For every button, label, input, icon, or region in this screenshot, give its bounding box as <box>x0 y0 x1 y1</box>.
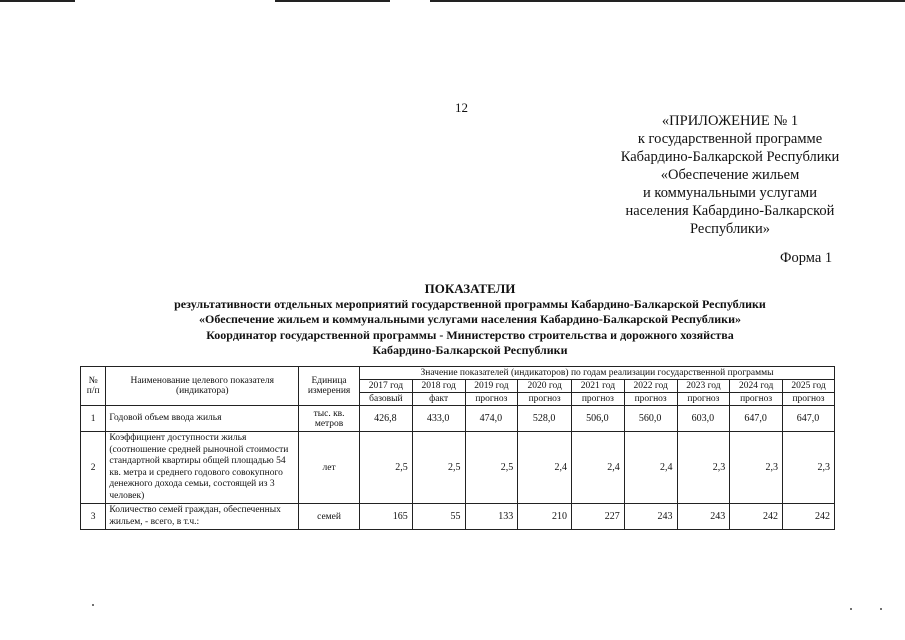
table-row <box>81 504 835 530</box>
row-value: 2,5 <box>465 432 518 504</box>
appendix-line: Республики» <box>690 221 770 237</box>
header-year-type: прогноз <box>624 393 677 406</box>
row-value: 433,0 <box>412 406 465 432</box>
header-year: 2023 год <box>677 380 730 393</box>
header-year: 2022 год <box>624 380 677 393</box>
row-value: 2,4 <box>518 432 572 504</box>
scan-top-line-right <box>430 0 905 2</box>
row-value: 426,8 <box>360 406 413 432</box>
header-year-type: прогноз <box>572 393 625 406</box>
scan-top-line-middle <box>275 0 390 2</box>
row-value: 647,0 <box>783 406 835 432</box>
header-year: 2025 год <box>783 380 835 393</box>
scan-top-line-left <box>0 0 75 2</box>
heading-line: Координатор государственной программы - Министерство строительства и дорожного хозяйства <box>206 327 734 342</box>
indicators-table <box>80 366 835 530</box>
row-value: 2,4 <box>624 432 677 504</box>
row-unit: лет <box>299 432 360 504</box>
page-number: 12 <box>455 100 468 115</box>
header-year-type: прогноз <box>677 393 730 406</box>
heading-line: Кабардино-Балкарской Республики <box>372 343 568 357</box>
row-value: 2,3 <box>730 432 783 504</box>
header-year: 2020 год <box>518 380 572 393</box>
row-value: 242 <box>783 504 835 530</box>
row-name: Годовой объем ввода жилья <box>106 406 299 432</box>
header-num: № п/п <box>81 367 106 406</box>
row-value: 227 <box>572 504 625 530</box>
row-unit: семей <box>299 504 360 530</box>
form-label: Форма 1 <box>780 250 833 266</box>
appendix-line: и коммунальными услугами <box>643 185 817 201</box>
row-value: 2,5 <box>412 432 465 504</box>
header-year-type: прогноз <box>518 393 572 406</box>
header-name: Наименование целевого показателя (индикатора) <box>106 367 299 406</box>
table-row <box>81 432 835 504</box>
header-year-type: прогноз <box>730 393 783 406</box>
row-value: 55 <box>412 504 465 530</box>
heading-line: результативности отдельных мероприятий государственной программы Кабардино-Балкарской Республики <box>174 296 766 311</box>
heading-title: ПОКАЗАТЕЛИ <box>424 281 516 296</box>
row-value: 210 <box>518 504 572 530</box>
row-name: Коэффициент доступности жилья (соотношение средней рыночной стоимости стандартной квартиры общей площадью 54 кв. метра и среднего годового совокупного денежного дохода семьи, состоящей из 3 человек) <box>106 432 299 504</box>
row-value: 242 <box>730 504 783 530</box>
appendix-line: к государственной программе <box>637 131 823 147</box>
header-year-type: прогноз <box>465 393 518 406</box>
row-value: 647,0 <box>730 406 783 432</box>
appendix-block <box>575 112 885 238</box>
row-value: 243 <box>677 504 730 530</box>
row-value: 2,5 <box>360 432 413 504</box>
row-value: 603,0 <box>677 406 730 432</box>
header-year-type: прогноз <box>783 393 835 406</box>
header-unit: Единица измерения <box>299 367 360 406</box>
heading-line: «Обеспечение жильем и коммунальными услугами населения Кабардино-Балкарской Республики» <box>199 312 741 326</box>
scan-speck <box>92 604 94 606</box>
row-value: 506,0 <box>572 406 625 432</box>
header-values: Значение показателей (индикаторов) по годам реализации государственной программы <box>360 367 835 380</box>
header-year: 2021 год <box>572 380 625 393</box>
document-heading <box>120 281 820 359</box>
header-year-type: базовый <box>360 393 413 406</box>
appendix-line: населения Кабардино-Балкарской <box>625 203 835 219</box>
appendix-line: «ПРИЛОЖЕНИЕ № 1 <box>661 113 799 129</box>
row-value: 165 <box>360 504 413 530</box>
row-num: 3 <box>81 504 106 530</box>
header-year: 2017 год <box>360 380 413 393</box>
row-num: 1 <box>81 406 106 432</box>
row-value: 2,4 <box>572 432 625 504</box>
header-year: 2019 год <box>465 380 518 393</box>
row-value: 243 <box>624 504 677 530</box>
header-year-type: факт <box>412 393 465 406</box>
scan-speck <box>850 608 852 610</box>
row-value: 560,0 <box>624 406 677 432</box>
table-row <box>81 406 835 432</box>
row-value: 528,0 <box>518 406 572 432</box>
row-name: Количество семей граждан, обеспеченных жильем, - всего, в т.ч.: <box>106 504 299 530</box>
appendix-line: «Обеспечение жильем <box>660 167 800 183</box>
header-year: 2024 год <box>730 380 783 393</box>
row-value: 474,0 <box>465 406 518 432</box>
row-value: 2,3 <box>677 432 730 504</box>
row-value: 133 <box>465 504 518 530</box>
appendix-line: Кабардино-Балкарской Республики <box>620 149 840 165</box>
scan-speck <box>880 608 882 610</box>
row-unit: тыс. кв. метров <box>299 406 360 432</box>
header-year: 2018 год <box>412 380 465 393</box>
row-num: 2 <box>81 432 106 504</box>
row-value: 2,3 <box>783 432 835 504</box>
